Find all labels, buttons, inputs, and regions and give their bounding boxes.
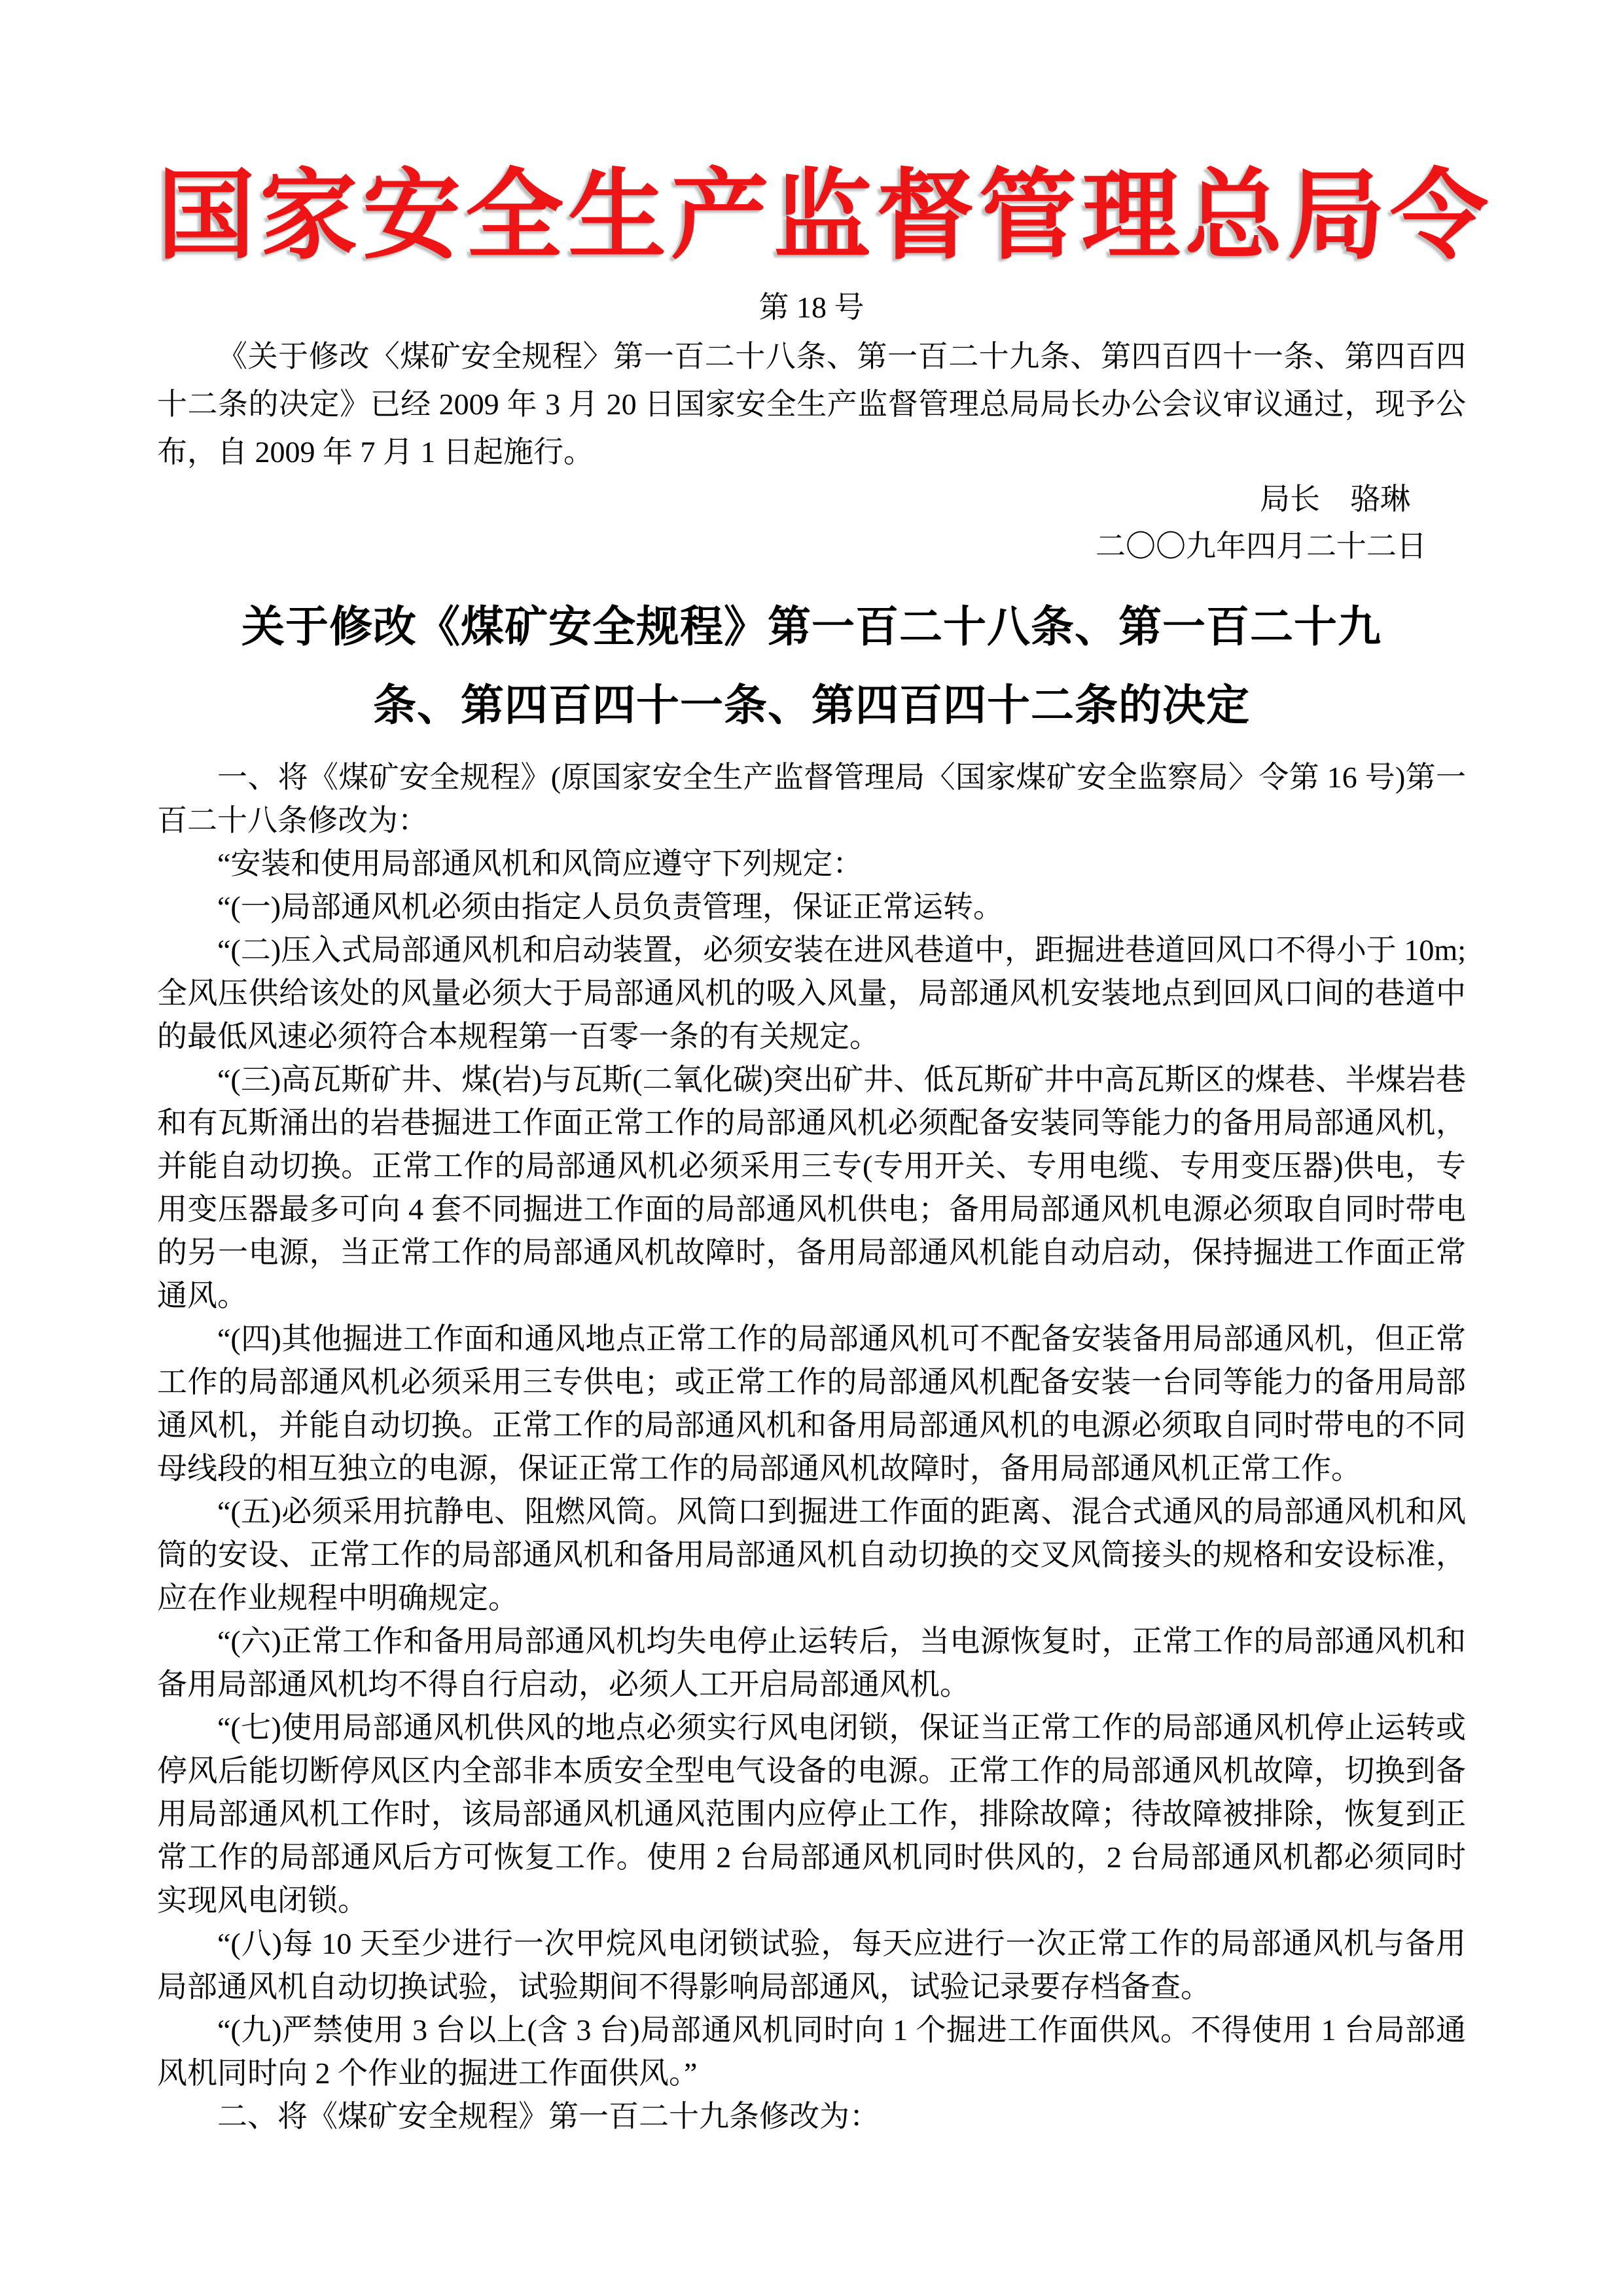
body-paragraph: “(四)其他掘进工作面和通风地点正常工作的局部通风机可不配备安装备用局部通风机，但正常工作的局部通风机必须采用三专供电；或正常工作的局部通风机配备安装一台同等能力的备用局部通风机，并能自动切换。正常工作的局部通风机和备用局部通风机的电源必须取自同时带电的不同母线段的相互独立的电源，保证正常工作的局部通风机故障时，备用局部通风机正常工作。 xyxy=(157,1321,1466,1485)
body-paragraph: “(六)正常工作和备用局部通风机均失电停止运转后，当电源恢复时，正常工作的局部通风机和备用局部通风机均不得自行启动，必须人工开启局部通风机。 xyxy=(157,1624,1466,1701)
body-paragraph: “(三)高瓦斯矿井、煤(岩)与瓦斯(二氧化碳)突出矿井、低瓦斯矿井中高瓦斯区的煤巷、半煤岩巷和有瓦斯涌出的岩巷掘进工作面正常工作的局部通风机必须配备安装同等能力的备用局部通风机，并能自动切换。正常工作的局部通风机必须采用三专(专用开关、专用电缆、专用变压器)供电，专用变压器最多可向 4 套不同掘进工作面的局部通风机供电；备用局部通风机电源必须取自同时带电的另一电源，当正常工作的局部通风机故障时，备用局部通风机能自动启动，保持掘进工作面正常通风。 xyxy=(157,1062,1466,1312)
body-paragraph: “(二)压入式局部通风机和启动装置，必须安装在进风巷道中，距掘进巷道回风口不得小于 10m;全风压供给该处的风量必须大于局部通风机的吸入风量，局部通风机安装地点到回风口间的巷道中的最低风速必须符合本规程第一百零一条的有关规定。 xyxy=(157,933,1466,1053)
body-paragraph: “(八)每 10 天至少进行一次甲烷风电闭锁试验，每天应进行一次正常工作的局部通风机与备用局部通风机自动切换试验，试验期间不得影响局部通风，试验记录要存档备查。 xyxy=(157,1926,1466,2003)
agency-title: 国家安全生产监督管理总局令 xyxy=(157,162,1493,271)
body-paragraph: “(五)必须采用抗静电、阻燃风筒。风筒口到掘进工作面的距离、混合式通风的局部通风机和风筒的安设、正常工作的局部通风机和备用局部通风机自动切换的交叉风筒接头的规格和安设标准，应在作业规程中明确规定。 xyxy=(157,1494,1466,1615)
body-paragraph: “(九)严禁使用 3 台以上(含 3 台)局部通风机同时向 1 个掘进工作面供风。不得使用 1 台局部通风机同时向 2 个作业的掘进工作面供风。” xyxy=(157,2013,1466,2090)
body-paragraph: “(一)局部通风机必须由指定人员负责管理，保证正常运转。 xyxy=(217,889,1004,924)
decision-title-line2: 条、第四百四十一条、第四百四十二条的决定 xyxy=(373,680,1250,729)
body-paragraph: “(七)使用局部通风机供风的地点必须实行风电闭锁，保证当正常工作的局部通风机停止运转或停风后能切断停风区内全部非本质安全型电气设备的电源。正常工作的局部通风机故障，切换到备用局部通风机工作时，该局部通风机通风范围内应停止工作，排除故障；待故障被排除，恢复到正常工作的局部通风后方可恢复工作。使用 2 台局部通风机同时供风的，2 台局部通风机都必须同时实现风电闭锁。 xyxy=(157,1710,1466,1917)
decision-title xyxy=(157,587,1466,744)
signature-date: 二〇〇九年四月二十二日 xyxy=(1096,529,1427,563)
body-paragraph: 二、将《煤矿安全规程》第一百二十九条修改为： xyxy=(217,2099,880,2133)
preamble-paragraph: 《关于修改〈煤矿安全规程〉第一百二十八条、第一百二十九条、第四百四十一条、第四百四十二条的决定》已经 2009 年 3 月 20 日国家安全生产监督管理总局局长办公会议审议通过，现予公布，自 2009 年 7 月 1 日起施行。 xyxy=(157,339,1466,469)
decision-body xyxy=(157,756,1466,2138)
body-paragraph: “安装和使用局部通风机和风筒应遵守下列规定： xyxy=(217,846,863,880)
signer-name: 局长 骆琳 xyxy=(1260,482,1410,516)
body-paragraph: 一、将《煤矿安全规程》(原国家安全生产监督管理局〈国家煤矿安全监察局〉令第 16 号)第一百二十八条修改为： xyxy=(157,760,1466,837)
decision-title-line1: 关于修改《煤矿安全规程》第一百二十八条、第一百二十九 xyxy=(241,601,1382,651)
order-number: 第 18 号 xyxy=(758,290,865,324)
